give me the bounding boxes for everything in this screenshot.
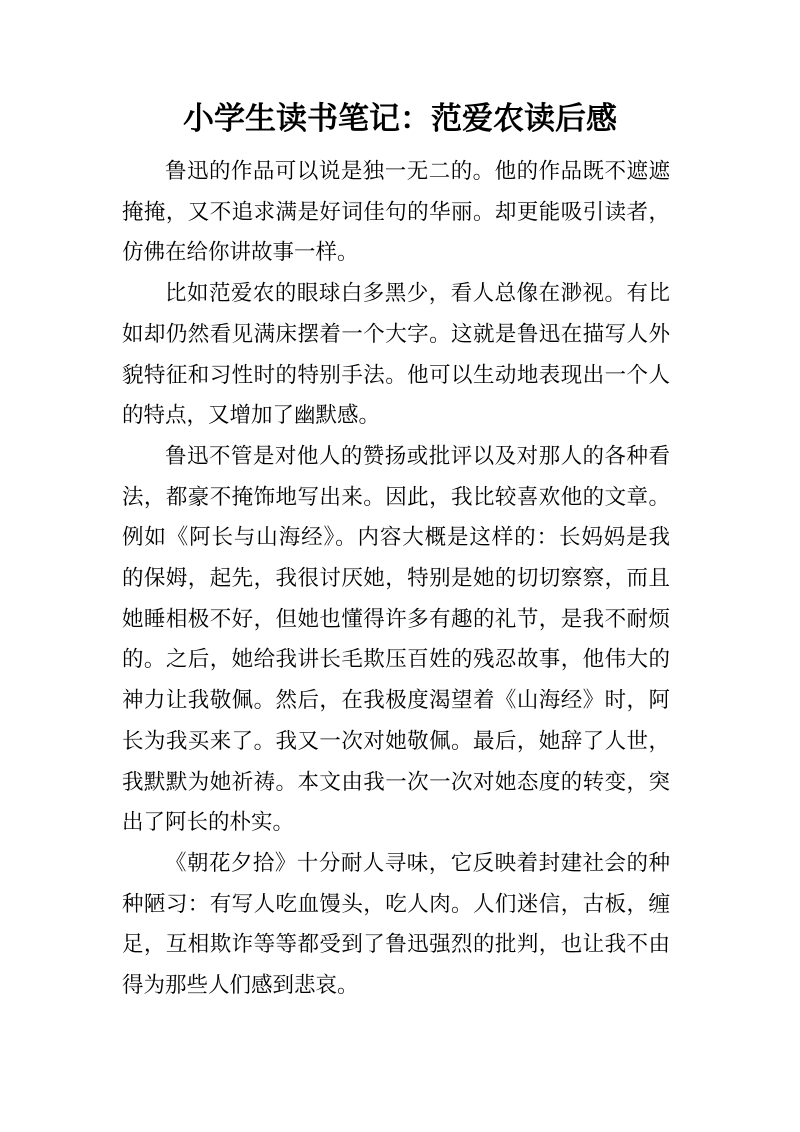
page-title: 小学生读书笔记：范爱农读后感: [183, 101, 617, 137]
paragraph-4: 《朝花夕拾》十分耐人寻味，它反映着封建社会的种种陋习：有写人吃血馒头，吃人肉。人们迷信，古板，缠足，互相欺诈等等都受到了鲁迅强烈的批判，也让我不由得为那些人们感到悲哀。: [122, 850, 670, 999]
article-body: [122, 152, 670, 1007]
paragraph-3: 鲁迅不管是对他人的赞扬或批评以及对那人的各种看法，都豪不掩饰地写出来。因此，我比较喜欢他的文章。例如《阿长与山海经》。内容大概是这样的：长妈妈是我的保姆，起先，我很讨厌她，特别是她的切切察察，而且她睡相极不好，但她也懂得许多有趣的礼节，是我不耐烦的。之后，她给我讲长毛欺压百姓的残忍故事，他伟大的神力让我敬佩。然后，在我极度渴望着《山海经》时，阿长为我买来了。我又一次对她敬佩。最后，她辞了人世，我默默为她祈祷。本文由我一次一次对她态度的转变，突出了阿长的朴实。: [122, 443, 670, 836]
paragraph-2: 比如范爱农的眼球白多黑少，看人总像在渺视。有比如却仍然看见满床摆着一个大字。这就是鲁迅在描写人外貌特征和习性时的特别手法。他可以生动地表现出一个人的特点，又增加了幽默感。: [122, 281, 670, 429]
paragraph-1: 鲁迅的作品可以说是独一无二的。他的作品既不遮遮掩掩，又不追求满是好词佳句的华丽。却更能吸引读者，仿佛在给你讲故事一样。: [122, 159, 670, 266]
